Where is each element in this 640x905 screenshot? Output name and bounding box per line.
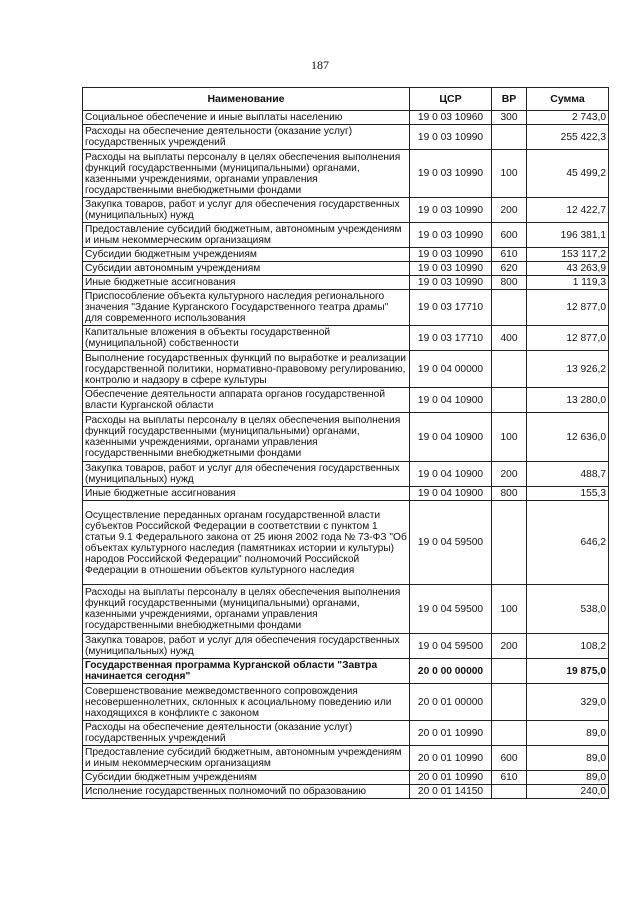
row-csr: 19 0 03 10990: [410, 198, 492, 223]
row-sum: 13 280,0: [527, 388, 609, 413]
row-csr: 19 0 04 59500: [410, 585, 492, 634]
row-name: Субсидии автономным учреждениям: [83, 262, 410, 276]
row-sum: 1 119,3: [527, 276, 609, 290]
row-name: Закупка товаров, работ и услуг для обеспечения государственных (муниципальных) нужд: [83, 634, 410, 659]
table-row: [83, 111, 609, 125]
row-name: Капитальные вложения в объекты государственной (муниципальной) собственности: [83, 326, 410, 351]
row-vr: 600: [492, 223, 527, 248]
row-sum: 89,0: [527, 746, 609, 771]
table-row: [83, 262, 609, 276]
row-vr: [492, 721, 527, 746]
row-sum: 488,7: [527, 462, 609, 487]
table-row: [83, 248, 609, 262]
row-sum: 153 117,2: [527, 248, 609, 262]
row-vr: [492, 125, 527, 150]
row-csr: 19 0 03 10990: [410, 150, 492, 198]
table-row: [83, 487, 609, 501]
table-row: [83, 785, 609, 799]
row-name: Иные бюджетные ассигнования: [83, 276, 410, 290]
table-row: [83, 276, 609, 290]
row-name: Закупка товаров, работ и услуг для обеспечения государственных (муниципальных) нужд: [83, 462, 410, 487]
header-sum: Сумма: [527, 88, 609, 111]
row-sum: 89,0: [527, 721, 609, 746]
table-row: [83, 290, 609, 326]
row-csr: 19 0 03 10990: [410, 223, 492, 248]
row-name: Предоставление субсидий бюджетным, автономным учреждениям и иным некоммерческим организациям: [83, 746, 410, 771]
row-csr: 19 0 03 10990: [410, 248, 492, 262]
row-sum: 538,0: [527, 585, 609, 634]
table-row: [83, 746, 609, 771]
row-name: Расходы на выплаты персоналу в целях обеспечения выполнения функций государственными (муниципальными) органами, казенными учреждениями, органами управления государственными внебюджетными фондами: [83, 413, 410, 462]
table-row: [83, 326, 609, 351]
table-row: [83, 198, 609, 223]
row-vr: [492, 351, 527, 388]
row-sum: 12 877,0: [527, 290, 609, 326]
row-sum: 329,0: [527, 684, 609, 721]
table-row: [83, 721, 609, 746]
row-sum: 155,3: [527, 487, 609, 501]
table-row: [83, 150, 609, 198]
row-name: Расходы на обеспечение деятельности (оказание услуг) государственных учреждений: [83, 721, 410, 746]
row-name: Осуществление переданных органам государственной власти субъектов Российской Федерации в соответствии с пунктом 1 статьи 9.1 Федерального закона от 25 июня 2002 года № 73-ФЗ "Об объектах культурного наследия (памятниках истории и культуры) народов Российской Федерации" полномочий Российской Федерации в отношении объектов культурного наследия: [83, 501, 410, 585]
row-sum: 89,0: [527, 771, 609, 785]
row-vr: [492, 659, 527, 684]
row-vr: 800: [492, 276, 527, 290]
row-csr: 20 0 01 10990: [410, 721, 492, 746]
row-vr: 620: [492, 262, 527, 276]
table-row: [83, 585, 609, 634]
header-vr: ВР: [492, 88, 527, 111]
row-vr: 800: [492, 487, 527, 501]
row-sum: 12 422,7: [527, 198, 609, 223]
row-csr: 19 0 03 10990: [410, 262, 492, 276]
row-vr: 300: [492, 111, 527, 125]
row-name: Социальное обеспечение и иные выплаты населению: [83, 111, 410, 125]
row-csr: 19 0 04 59500: [410, 501, 492, 585]
row-vr: 610: [492, 248, 527, 262]
row-vr: [492, 388, 527, 413]
table-row: [83, 223, 609, 248]
row-csr: 20 0 01 10990: [410, 746, 492, 771]
row-sum: 12 636,0: [527, 413, 609, 462]
row-vr: 610: [492, 771, 527, 785]
row-csr: 19 0 03 10990: [410, 276, 492, 290]
row-name: Выполнение государственных функций по выработке и реализации государственной политики, нормативно-правовому регулированию, контролю и надзору в сфере культуры: [83, 351, 410, 388]
row-vr: 200: [492, 198, 527, 223]
header-row: [83, 88, 609, 111]
row-csr: 20 0 01 14150: [410, 785, 492, 799]
row-sum: 2 743,0: [527, 111, 609, 125]
row-sum: 646,2: [527, 501, 609, 585]
row-vr: 400: [492, 326, 527, 351]
table-row: [83, 659, 609, 684]
row-csr: 20 0 00 00000: [410, 659, 492, 684]
row-name: Расходы на обеспечение деятельности (оказание услуг) государственных учреждений: [83, 125, 410, 150]
row-csr: 19 0 04 10900: [410, 388, 492, 413]
row-vr: 600: [492, 746, 527, 771]
row-vr: 200: [492, 634, 527, 659]
row-vr: 100: [492, 413, 527, 462]
budget-table: [82, 87, 609, 799]
row-name: Субсидии бюджетным учреждениям: [83, 248, 410, 262]
row-sum: 196 381,1: [527, 223, 609, 248]
row-vr: [492, 290, 527, 326]
row-csr: 20 0 01 00000: [410, 684, 492, 721]
row-name: Иные бюджетные ассигнования: [83, 487, 410, 501]
table-row: [83, 634, 609, 659]
row-name: Закупка товаров, работ и услуг для обеспечения государственных (муниципальных) нужд: [83, 198, 410, 223]
table-row: [83, 351, 609, 388]
table-row: [83, 388, 609, 413]
row-csr: 19 0 04 10900: [410, 487, 492, 501]
row-vr: 200: [492, 462, 527, 487]
table-row: [83, 684, 609, 721]
row-name: Приспособление объекта культурного наследия регионального значения "Здание Курганского Государственного театра драмы" для современного использования: [83, 290, 410, 326]
row-sum: 108,2: [527, 634, 609, 659]
row-vr: [492, 785, 527, 799]
page-number: 187: [311, 58, 329, 72]
row-sum: 43 263,9: [527, 262, 609, 276]
row-sum: 13 926,2: [527, 351, 609, 388]
table-row: [83, 501, 609, 585]
row-sum: 45 499,2: [527, 150, 609, 198]
table-row: [83, 125, 609, 150]
row-csr: 19 0 04 00000: [410, 351, 492, 388]
row-vr: [492, 684, 527, 721]
row-name: Предоставление субсидий бюджетным, автономным учреждениям и иным некоммерческим организациям: [83, 223, 410, 248]
row-sum: 240,0: [527, 785, 609, 799]
row-sum: 19 875,0: [527, 659, 609, 684]
row-vr: 100: [492, 150, 527, 198]
row-name: Субсидии бюджетным учреждениям: [83, 771, 410, 785]
table-row: [83, 413, 609, 462]
row-vr: [492, 501, 527, 585]
row-csr: 19 0 03 17710: [410, 290, 492, 326]
header-csr: ЦСР: [410, 88, 492, 111]
row-csr: 20 0 01 10990: [410, 771, 492, 785]
row-csr: 19 0 03 10960: [410, 111, 492, 125]
row-csr: 19 0 04 59500: [410, 634, 492, 659]
row-csr: 19 0 04 10900: [410, 462, 492, 487]
row-name: Совершенствование межведомственного сопровождения несовершеннолетних, склонных к асоциальному поведению или находящихся в конфликте с законом: [83, 684, 410, 721]
row-csr: 19 0 03 17710: [410, 326, 492, 351]
table-row: [83, 462, 609, 487]
row-csr: 19 0 03 10990: [410, 125, 492, 150]
row-csr: 19 0 04 10900: [410, 413, 492, 462]
row-name: Исполнение государственных полномочий по образованию: [83, 785, 410, 799]
row-name: Расходы на выплаты персоналу в целях обеспечения выполнения функций государственными (муниципальными) органами, казенными учреждениями, органами управления государственными внебюджетными фондами: [83, 585, 410, 634]
row-sum: 255 422,3: [527, 125, 609, 150]
header-name: Наименование: [83, 88, 410, 111]
row-vr: 100: [492, 585, 527, 634]
row-name: Обеспечение деятельности аппарата органов государственной власти Курганской области: [83, 388, 410, 413]
row-sum: 12 877,0: [527, 326, 609, 351]
row-name: Государственная программа Курганской области "Завтра начинается сегодня": [83, 659, 410, 684]
table-row: [83, 771, 609, 785]
row-name: Расходы на выплаты персоналу в целях обеспечения выполнения функций государственными (муниципальными) органами, казенными учреждениями, органами управления государственными внебюджетными фондами: [83, 150, 410, 198]
